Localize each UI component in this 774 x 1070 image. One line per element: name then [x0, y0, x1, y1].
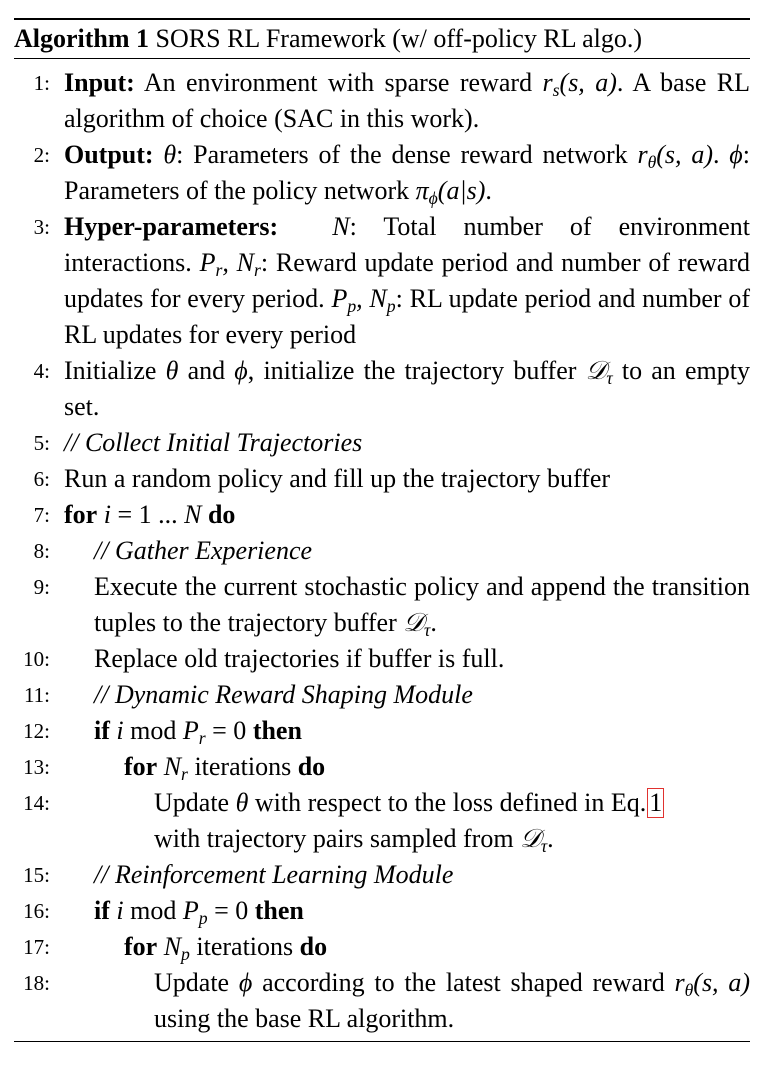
- line-text: ...: [151, 500, 185, 529]
- math-theta: θ: [235, 788, 249, 817]
- line-number: 3:: [33, 215, 50, 239]
- math-theta: θ: [163, 140, 177, 169]
- line-number: 8:: [33, 539, 50, 563]
- line-text: mod: [123, 716, 183, 745]
- algorithm-title: SORS RL Framework (w/ off-policy RL algo.): [155, 24, 643, 53]
- algorithm-caption: [14, 20, 750, 58]
- line-number: 7:: [33, 503, 50, 527]
- line-number: 18:: [23, 971, 50, 995]
- math-i: i: [116, 896, 124, 925]
- line-text: : RL update period and number of RL updates for every period: [64, 284, 751, 349]
- algorithm-line-9: [14, 569, 750, 641]
- line-text: according to the latest shaped reward: [252, 968, 675, 997]
- line-text: . A base RL algorithm of choice (SAC in this work).: [64, 68, 751, 133]
- line-text: .: [713, 140, 730, 169]
- algorithm-line-10: [14, 641, 750, 677]
- then-keyword: then: [254, 896, 304, 925]
- line-text: : Total number of environment interactions.: [64, 212, 750, 277]
- output-keyword: Output:: [64, 140, 154, 169]
- math-loop-start: i: [103, 500, 111, 529]
- do-keyword: do: [297, 752, 326, 781]
- line-text: iterations: [189, 932, 300, 961]
- math-pp-np: $P_p$, $N_p$: [331, 284, 396, 316]
- algorithm-line-5: [14, 425, 750, 461]
- math-buffer: 𝒟$_\tau$: [520, 824, 548, 856]
- line-text: .: [547, 824, 554, 853]
- algorithm-line-16: [14, 893, 750, 929]
- comment-text: // Reinforcement Learning Module: [94, 860, 454, 889]
- for-keyword: for: [124, 752, 158, 781]
- algorithm-line-4: [14, 353, 750, 425]
- line-number: 17:: [23, 935, 50, 959]
- algorithm-line-17: [14, 929, 750, 965]
- line-number: 2:: [33, 143, 50, 167]
- math-i: i: [116, 716, 124, 745]
- for-keyword: for: [64, 500, 98, 529]
- line-text: and: [178, 356, 235, 385]
- math-n: N: [184, 500, 202, 529]
- algorithm-line-3: [14, 209, 750, 353]
- if-keyword: if: [94, 716, 110, 745]
- for-keyword: for: [124, 932, 158, 961]
- algorithm-line-14: [14, 785, 750, 857]
- line-number: 16:: [23, 899, 50, 923]
- line-text: Update: [154, 788, 236, 817]
- line-text: using the base RL algorithm.: [154, 1004, 455, 1033]
- equation-reference-link[interactable]: 1: [649, 788, 663, 817]
- math-buffer: 𝒟$_\tau$: [403, 608, 431, 640]
- line-number: 15:: [23, 863, 50, 887]
- comment-text: // Gather Experience: [94, 536, 313, 565]
- if-keyword: if: [94, 896, 110, 925]
- math-np: $N_p$: [163, 932, 190, 964]
- hyper-parameters-keyword: Hyper-parameters:: [64, 212, 279, 241]
- line-text: to an empty set.: [64, 356, 750, 421]
- algorithm-line-18: [14, 965, 750, 1037]
- math-equals-zero: = 0: [212, 716, 247, 745]
- line-text: with trajectory pairs sampled from: [154, 824, 521, 853]
- math-pp: $P_p$: [182, 896, 208, 928]
- line-number: 1:: [33, 71, 50, 95]
- math-dense-reward: $r_\theta(s$, a): [637, 140, 713, 172]
- algorithm-line-1: [14, 65, 750, 137]
- math-phi: ϕ: [234, 356, 248, 385]
- do-keyword: do: [207, 500, 236, 529]
- line-text: Execute the current stochastic policy and append the transition tuples to the trajectory buffer: [94, 572, 750, 637]
- line-number: 4:: [33, 359, 50, 383]
- algorithm-line-12: [14, 713, 750, 749]
- algorithm-line-7: [14, 497, 750, 533]
- then-keyword: then: [252, 716, 302, 745]
- math-theta: θ: [165, 356, 179, 385]
- math-phi: ϕ: [238, 968, 253, 997]
- algorithm-line-11: [14, 677, 750, 713]
- line-text: An environment with sparse reward: [134, 68, 543, 97]
- line-text: iterations: [187, 752, 298, 781]
- math-phi: ϕ: [729, 140, 743, 169]
- math-equals: = 1: [117, 500, 152, 529]
- line-text: with respect to the loss defined in Eq.: [248, 788, 647, 817]
- algorithm-line-15: [14, 857, 750, 893]
- line-number: 13:: [23, 755, 50, 779]
- math-nr: $N_r$: [163, 752, 188, 784]
- line-text: Run a random policy and fill up the trajectory buffer: [64, 464, 611, 493]
- algorithm-line-2: [14, 137, 750, 209]
- math-n: N: [332, 212, 350, 241]
- caption-rule: [14, 58, 750, 59]
- line-text: Replace old trajectories if buffer is full.: [94, 644, 505, 673]
- line-text: Update: [154, 968, 239, 997]
- math-pr: $P_r$: [182, 716, 206, 748]
- line-text: .: [430, 608, 437, 637]
- line-number: 12:: [23, 719, 50, 743]
- input-keyword: Input:: [64, 68, 135, 97]
- line-text: .: [485, 176, 492, 205]
- math-policy: $\pi_\phi(a|s)$: [415, 176, 486, 208]
- bottom-rule: [14, 1041, 750, 1042]
- line-number: 9:: [33, 575, 50, 599]
- algorithm-label: Algorithm 1: [14, 24, 150, 53]
- math-pr-nr: $P_r$, $N_r$: [199, 248, 261, 280]
- line-text: mod: [123, 896, 183, 925]
- comment-text: // Collect Initial Trajectories: [64, 428, 363, 457]
- algorithm-line-13: [14, 749, 750, 785]
- line-text: : Parameters of the dense reward network: [176, 140, 638, 169]
- algorithm-line-6: [14, 461, 750, 497]
- line-number: 6:: [33, 467, 50, 491]
- line-number: 11:: [23, 683, 50, 707]
- line-number: 10:: [23, 647, 50, 671]
- math-equals-zero: = 0: [214, 896, 249, 925]
- comment-text: // Dynamic Reward Shaping Module: [94, 680, 473, 709]
- algorithm-line-8: [14, 533, 750, 569]
- line-number: 5:: [33, 431, 50, 455]
- do-keyword: do: [299, 932, 328, 961]
- line-text: : Reward update period and number of reward updates for every period.: [64, 248, 750, 313]
- algorithm-block: [14, 18, 750, 1042]
- math-buffer: 𝒟$_\tau$: [585, 356, 613, 388]
- math-dense-reward: $r_\theta(s$, a): [674, 968, 750, 1000]
- line-text: , initialize the trajectory buffer: [247, 356, 586, 385]
- line-text: : Parameters of the policy network: [64, 140, 750, 205]
- line-number: 14:: [23, 791, 50, 815]
- math-sparse-reward: $r_s(s$, a): [542, 68, 617, 100]
- line-text: Initialize: [64, 356, 166, 385]
